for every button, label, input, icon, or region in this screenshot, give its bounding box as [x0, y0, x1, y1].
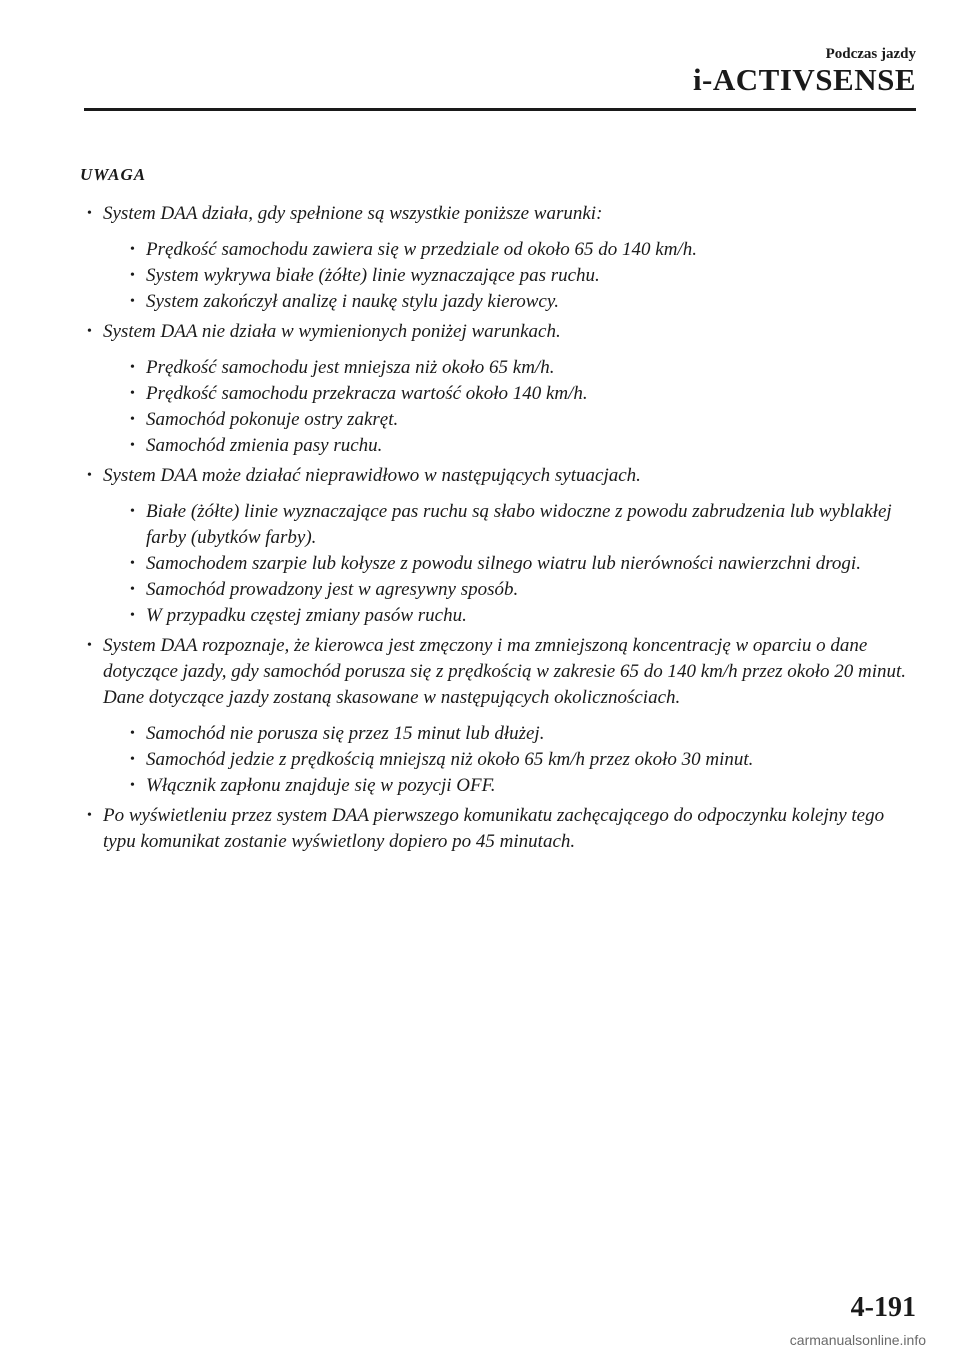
bullet-icon: •	[87, 468, 92, 483]
bullet-icon: •	[130, 504, 135, 519]
bullet-icon: •	[130, 242, 135, 257]
sub-item-text: Samochód prowadzony jest w agresywny sposób.	[146, 579, 519, 600]
sub-item	[123, 355, 920, 381]
sub-item-text: Prędkość samochodu zawiera się w przedziale od około 65 do 140 km/h.	[146, 239, 697, 260]
note-item	[80, 319, 920, 459]
bullet-icon: •	[87, 638, 92, 653]
section-name: Podczas jazdy	[825, 46, 916, 62]
sub-list	[103, 237, 920, 315]
bullet-icon: •	[87, 324, 92, 339]
bullet-icon: •	[130, 438, 135, 453]
bullet-icon: •	[130, 386, 135, 401]
header-divider	[84, 108, 916, 111]
sub-item-text: Samochód jedzie z prędkością mniejszą niż około 65 km/h przez około 30 minut.	[146, 749, 754, 770]
sub-item	[123, 381, 920, 407]
sub-item	[123, 721, 920, 747]
sub-item-text: Samochód nie porusza się przez 15 minut lub dłużej.	[146, 723, 545, 744]
bullet-icon: •	[130, 608, 135, 623]
note-item-text: System DAA nie działa w wymienionych poniżej warunkach.	[103, 321, 561, 342]
bullet-icon: •	[130, 752, 135, 767]
note-item	[80, 201, 920, 315]
bullet-icon: •	[130, 556, 135, 571]
sub-item-text: Prędkość samochodu przekracza wartość około 140 km/h.	[146, 383, 588, 404]
note-item	[80, 803, 920, 855]
sub-item-text: Samochodem szarpie lub kołysze z powodu silnego wiatru lub nierówności nawierzchni drogi.	[146, 553, 861, 574]
bullet-icon: •	[130, 294, 135, 309]
page-number: 4-191	[850, 1292, 916, 1323]
note-item-text: System DAA działa, gdy spełnione są wszystkie poniższe warunki:	[103, 203, 603, 224]
bullet-icon: •	[130, 582, 135, 597]
sub-item-text: Samochód pokonuje ostry zakręt.	[146, 409, 399, 430]
sub-item-text: W przypadku częstej zmiany pasów ruchu.	[146, 605, 467, 626]
sub-list	[103, 499, 920, 629]
note-item-text: Po wyświetleniu przez system DAA pierwszego komunikatu zachęcającego do odpoczynku kolejny tego typu komunikat zostanie wyświetlony dopiero po 45 minutach.	[103, 805, 885, 852]
bullet-icon: •	[87, 206, 92, 221]
sub-list	[103, 355, 920, 459]
chapter-title: i-ACTIVSENSE	[692, 62, 916, 97]
bullet-icon: •	[130, 360, 135, 375]
sub-item-text: Samochód zmienia pasy ruchu.	[146, 435, 383, 456]
sub-item	[123, 773, 920, 799]
sub-list	[103, 721, 920, 799]
sub-item	[123, 237, 920, 263]
caution-note	[80, 162, 920, 855]
sub-item	[123, 551, 920, 577]
watermark: carmanualsonline.info	[789, 1332, 926, 1348]
sub-item	[123, 747, 920, 773]
sub-item-text: Włącznik zapłonu znajduje się w pozycji OFF.	[146, 775, 496, 796]
sub-item	[123, 407, 920, 433]
note-item-text: System DAA rozpoznaje, że kierowca jest zmęczony i ma zmniejszoną koncentrację w oparciu o dane dotyczące jazdy, gdy samochód porusza się z prędkością w zakresie 65 do 140 km/h przez około 20 minut. Dane dotyczące jazdy zostaną skasowane w następujących okolicznościach.	[103, 635, 907, 708]
sub-item	[123, 289, 920, 315]
sub-item-text: Białe (żółte) linie wyznaczające pas ruchu są słabo widoczne z powodu zabrudzenia lub wyblakłej farby (ubytków farby).	[146, 501, 892, 548]
bullet-icon: •	[130, 268, 135, 283]
sub-item	[123, 263, 920, 289]
sub-item	[123, 603, 920, 629]
note-heading: UWAGA	[80, 165, 147, 184]
note-item	[80, 463, 920, 629]
sub-item-text: System zakończył analizę i naukę stylu jazdy kierowcy.	[146, 291, 559, 312]
bullet-icon: •	[130, 412, 135, 427]
sub-item	[123, 577, 920, 603]
sub-item-text: System wykrywa białe (żółte) linie wyznaczające pas ruchu.	[146, 265, 600, 286]
bullet-icon: •	[130, 726, 135, 741]
sub-item-text: Prędkość samochodu jest mniejsza niż około 65 km/h.	[146, 357, 555, 378]
note-item	[80, 633, 920, 799]
bullet-icon: •	[87, 808, 92, 823]
bullet-icon: •	[130, 778, 135, 793]
note-item-text: System DAA może działać nieprawidłowo w następujących sytuacjach.	[103, 465, 641, 486]
sub-item	[123, 499, 920, 551]
sub-item	[123, 433, 920, 459]
